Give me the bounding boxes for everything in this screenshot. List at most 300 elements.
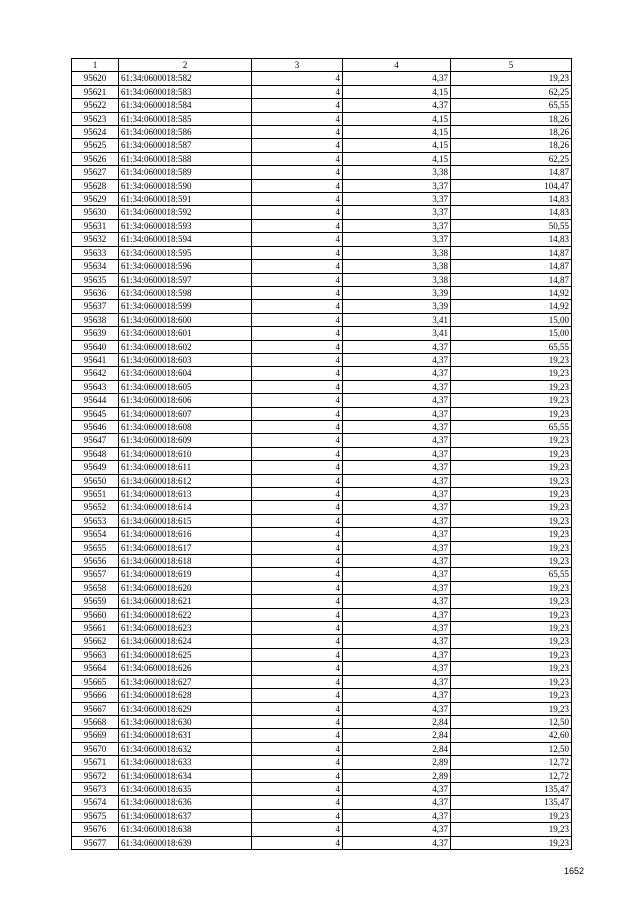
- table-row: [72, 260, 572, 273]
- table-row: [72, 608, 572, 621]
- column-5-cell: 19,23: [451, 581, 572, 594]
- column-4-cell: 4,37: [343, 555, 451, 568]
- column-4-cell: 2,89: [343, 756, 451, 769]
- column-3-cell: 4: [252, 715, 343, 728]
- column-4-cell: 3,41: [343, 313, 451, 326]
- row-number-cell: 95628: [72, 179, 119, 192]
- row-number-cell: 95623: [72, 112, 119, 125]
- column-4-cell: 4,37: [343, 662, 451, 675]
- row-number-cell: 95620: [72, 72, 119, 85]
- cadastral-number-cell: 61:34:0600018:629: [119, 702, 252, 715]
- row-number-cell: 95631: [72, 219, 119, 232]
- cadastral-number-cell: 61:34:0600018:619: [119, 568, 252, 581]
- cadastral-number-cell: 61:34:0600018:635: [119, 782, 252, 795]
- column-5-cell: 19,23: [451, 528, 572, 541]
- table-row: [72, 434, 572, 447]
- column-3-cell: 4: [252, 514, 343, 527]
- row-number-cell: 95646: [72, 420, 119, 433]
- row-number-cell: 95664: [72, 662, 119, 675]
- column-5-cell: 14,92: [451, 300, 572, 313]
- column-4-cell: 4,37: [343, 541, 451, 554]
- column-3-cell: 4: [252, 608, 343, 621]
- table-row: [72, 581, 572, 594]
- row-number-cell: 95635: [72, 273, 119, 286]
- table-row: [72, 715, 572, 728]
- column-4-cell: 4,37: [343, 474, 451, 487]
- column-4-cell: 4,37: [343, 488, 451, 501]
- cadastral-number-cell: 61:34:0600018:590: [119, 179, 252, 192]
- row-number-cell: 95633: [72, 246, 119, 259]
- column-3-cell: 4: [252, 139, 343, 152]
- cadastral-number-cell: 61:34:0600018:637: [119, 809, 252, 822]
- column-4-cell: 4,37: [343, 581, 451, 594]
- row-number-cell: 95647: [72, 434, 119, 447]
- cadastral-number-cell: 61:34:0600018:618: [119, 555, 252, 568]
- row-number-cell: 95630: [72, 206, 119, 219]
- column-3-cell: 4: [252, 340, 343, 353]
- column-5-cell: 65,55: [451, 420, 572, 433]
- column-4-cell: 4,37: [343, 595, 451, 608]
- table-row: [72, 126, 572, 139]
- column-5-cell: 19,23: [451, 702, 572, 715]
- column-4-cell: 4,37: [343, 648, 451, 661]
- column-5-cell: 65,55: [451, 340, 572, 353]
- column-5-cell: 65,55: [451, 568, 572, 581]
- cadastral-number-cell: 61:34:0600018:623: [119, 622, 252, 635]
- column-4-cell: 4,37: [343, 622, 451, 635]
- row-number-cell: 95674: [72, 796, 119, 809]
- table-row: [72, 327, 572, 340]
- column-3-cell: 4: [252, 367, 343, 380]
- table-row: [72, 702, 572, 715]
- row-number-cell: 95673: [72, 782, 119, 795]
- table-row: [72, 233, 572, 246]
- cadastral-number-cell: 61:34:0600018:600: [119, 313, 252, 326]
- table-row: [72, 152, 572, 165]
- cadastral-number-cell: 61:34:0600018:606: [119, 394, 252, 407]
- column-5-cell: 42,60: [451, 729, 572, 742]
- column-5-cell: 19,23: [451, 635, 572, 648]
- row-number-cell: 95660: [72, 608, 119, 621]
- column-5-cell: 12,50: [451, 715, 572, 728]
- column-5-cell: 19,23: [451, 474, 572, 487]
- column-4-cell: 3,37: [343, 219, 451, 232]
- table-row: [72, 179, 572, 192]
- cadastral-number-cell: 61:34:0600018:616: [119, 528, 252, 541]
- column-5-cell: 14,83: [451, 233, 572, 246]
- table-body: [72, 72, 572, 850]
- table-row: [72, 675, 572, 688]
- column-3-cell: 4: [252, 219, 343, 232]
- column-3-cell: 4: [252, 112, 343, 125]
- row-number-cell: 95636: [72, 286, 119, 299]
- column-4-cell: 4,37: [343, 340, 451, 353]
- column-5-cell: 18,26: [451, 139, 572, 152]
- table-row: [72, 528, 572, 541]
- table-row: [72, 447, 572, 460]
- column-5-cell: 19,23: [451, 689, 572, 702]
- table-row: [72, 662, 572, 675]
- row-number-cell: 95624: [72, 126, 119, 139]
- row-number-cell: 95638: [72, 313, 119, 326]
- column-5-cell: 15,00: [451, 313, 572, 326]
- column-3-cell: 4: [252, 300, 343, 313]
- column-3-cell: 4: [252, 99, 343, 112]
- column-5-cell: 19,23: [451, 447, 572, 460]
- column-3-cell: 4: [252, 595, 343, 608]
- column-4-cell: 4,37: [343, 675, 451, 688]
- table-row: [72, 541, 572, 554]
- column-5-cell: 14,83: [451, 206, 572, 219]
- row-number-cell: 95670: [72, 742, 119, 755]
- table-row: [72, 635, 572, 648]
- table-row: [72, 193, 572, 206]
- table-row: [72, 340, 572, 353]
- column-3-cell: 4: [252, 407, 343, 420]
- column-4-cell: 3,41: [343, 327, 451, 340]
- column-5-cell: 19,23: [451, 367, 572, 380]
- table-row: [72, 555, 572, 568]
- column-5-cell: 14,87: [451, 260, 572, 273]
- column-5-cell: 19,23: [451, 501, 572, 514]
- register-table: [71, 58, 572, 850]
- column-5-cell: 14,87: [451, 246, 572, 259]
- column-5-cell: 50,55: [451, 219, 572, 232]
- cadastral-number-cell: 61:34:0600018:624: [119, 635, 252, 648]
- column-4-cell: 4,37: [343, 367, 451, 380]
- column-3-cell: 4: [252, 648, 343, 661]
- column-4-cell: 4,37: [343, 809, 451, 822]
- column-5-cell: 14,87: [451, 166, 572, 179]
- cadastral-number-cell: 61:34:0600018:638: [119, 823, 252, 836]
- cadastral-number-cell: 61:34:0600018:586: [119, 126, 252, 139]
- cadastral-number-cell: 61:34:0600018:587: [119, 139, 252, 152]
- column-5-cell: 65,55: [451, 99, 572, 112]
- column-4-cell: 3,37: [343, 179, 451, 192]
- row-number-cell: 95677: [72, 836, 119, 849]
- column-5-cell: 19,23: [451, 380, 572, 393]
- table-row: [72, 488, 572, 501]
- column-3-cell: 4: [252, 729, 343, 742]
- cadastral-number-cell: 61:34:0600018:630: [119, 715, 252, 728]
- column-3-cell: 4: [252, 528, 343, 541]
- column-4-cell: 4,37: [343, 420, 451, 433]
- row-number-cell: 95640: [72, 340, 119, 353]
- cadastral-number-cell: 61:34:0600018:613: [119, 488, 252, 501]
- column-4-cell: 3,38: [343, 260, 451, 273]
- column-5-cell: 19,23: [451, 434, 572, 447]
- row-number-cell: 95659: [72, 595, 119, 608]
- row-number-cell: 95648: [72, 447, 119, 460]
- cadastral-number-cell: 61:34:0600018:636: [119, 796, 252, 809]
- column-3-cell: 4: [252, 742, 343, 755]
- table-row: [72, 568, 572, 581]
- column-5-cell: 15,00: [451, 327, 572, 340]
- column-4-cell: 4,37: [343, 407, 451, 420]
- column-5-cell: 18,26: [451, 112, 572, 125]
- column-3-cell: 4: [252, 166, 343, 179]
- column-5-cell: 14,83: [451, 193, 572, 206]
- row-number-cell: 95652: [72, 501, 119, 514]
- row-number-cell: 95644: [72, 394, 119, 407]
- column-3-cell: 4: [252, 488, 343, 501]
- table-row: [72, 99, 572, 112]
- cadastral-number-cell: 61:34:0600018:601: [119, 327, 252, 340]
- row-number-cell: 95637: [72, 300, 119, 313]
- table-row: [72, 367, 572, 380]
- column-3-cell: 4: [252, 541, 343, 554]
- cadastral-number-cell: 61:34:0600018:591: [119, 193, 252, 206]
- cadastral-number-cell: 61:34:0600018:628: [119, 689, 252, 702]
- column-4-cell: 2,89: [343, 769, 451, 782]
- row-number-cell: 95625: [72, 139, 119, 152]
- column-4-cell: 3,37: [343, 193, 451, 206]
- column-3-cell: 4: [252, 702, 343, 715]
- row-number-cell: 95663: [72, 648, 119, 661]
- column-3-cell: 4: [252, 782, 343, 795]
- column-3-cell: 4: [252, 675, 343, 688]
- column-4-cell: 4,15: [343, 85, 451, 98]
- column-3-cell: 4: [252, 809, 343, 822]
- cadastral-number-cell: 61:34:0600018:597: [119, 273, 252, 286]
- column-4-cell: 4,37: [343, 823, 451, 836]
- column-5-cell: 62,25: [451, 85, 572, 98]
- cadastral-number-cell: 61:34:0600018:627: [119, 675, 252, 688]
- column-4-cell: 4,37: [343, 568, 451, 581]
- column-4-cell: 4,37: [343, 72, 451, 85]
- column-5-cell: 19,23: [451, 648, 572, 661]
- cadastral-number-cell: 61:34:0600018:594: [119, 233, 252, 246]
- cadastral-number-cell: 61:34:0600018:596: [119, 260, 252, 273]
- table-row: [72, 112, 572, 125]
- row-number-cell: 95676: [72, 823, 119, 836]
- row-number-cell: 95634: [72, 260, 119, 273]
- row-number-cell: 95658: [72, 581, 119, 594]
- column-4-cell: 4,37: [343, 447, 451, 460]
- column-3-cell: 4: [252, 420, 343, 433]
- table-row: [72, 219, 572, 232]
- table-row: [72, 514, 572, 527]
- column-4-cell: 2,84: [343, 729, 451, 742]
- column-3-cell: 4: [252, 434, 343, 447]
- table-row: [72, 72, 572, 85]
- cadastral-number-cell: 61:34:0600018:592: [119, 206, 252, 219]
- cadastral-number-cell: 61:34:0600018:632: [119, 742, 252, 755]
- column-3-cell: 4: [252, 353, 343, 366]
- cadastral-number-cell: 61:34:0600018:625: [119, 648, 252, 661]
- row-number-cell: 95649: [72, 461, 119, 474]
- column-5-cell: 19,23: [451, 622, 572, 635]
- table-row: [72, 756, 572, 769]
- table-row: [72, 313, 572, 326]
- column-5-cell: 19,23: [451, 461, 572, 474]
- column-4-cell: 3,37: [343, 233, 451, 246]
- column-5-cell: 19,23: [451, 823, 572, 836]
- column-3-cell: 4: [252, 756, 343, 769]
- table-row: [72, 407, 572, 420]
- column-5-cell: 19,23: [451, 608, 572, 621]
- cadastral-number-cell: 61:34:0600018:603: [119, 353, 252, 366]
- column-5-cell: 19,23: [451, 72, 572, 85]
- column-3-cell: 4: [252, 501, 343, 514]
- column-4-cell: 4,37: [343, 514, 451, 527]
- column-5-cell: 18,26: [451, 126, 572, 139]
- column-3-cell: 4: [252, 622, 343, 635]
- column-5-cell: 19,23: [451, 488, 572, 501]
- cadastral-number-cell: 61:34:0600018:634: [119, 769, 252, 782]
- column-3-cell: 4: [252, 555, 343, 568]
- column-3-cell: 4: [252, 635, 343, 648]
- column-4-cell: 4,37: [343, 394, 451, 407]
- row-number-cell: 95639: [72, 327, 119, 340]
- column-4-cell: 4,37: [343, 528, 451, 541]
- column-3-cell: 4: [252, 260, 343, 273]
- column-4-cell: 4,37: [343, 461, 451, 474]
- row-number-cell: 95642: [72, 367, 119, 380]
- column-header-1: 1: [72, 59, 119, 72]
- column-3-cell: 4: [252, 836, 343, 849]
- table-row: [72, 139, 572, 152]
- column-3-cell: 4: [252, 126, 343, 139]
- column-3-cell: 4: [252, 206, 343, 219]
- cadastral-number-cell: 61:34:0600018:633: [119, 756, 252, 769]
- column-5-cell: 19,23: [451, 541, 572, 554]
- table-row: [72, 742, 572, 755]
- table-row: [72, 286, 572, 299]
- cadastral-number-cell: 61:34:0600018:589: [119, 166, 252, 179]
- column-3-cell: 4: [252, 394, 343, 407]
- column-4-cell: 2,84: [343, 742, 451, 755]
- column-3-cell: 4: [252, 474, 343, 487]
- row-number-cell: 95629: [72, 193, 119, 206]
- row-number-cell: 95654: [72, 528, 119, 541]
- column-4-cell: 4,37: [343, 836, 451, 849]
- row-number-cell: 95632: [72, 233, 119, 246]
- table-row: [72, 823, 572, 836]
- column-3-cell: 4: [252, 380, 343, 393]
- column-5-cell: 19,23: [451, 662, 572, 675]
- column-5-cell: 12,50: [451, 742, 572, 755]
- column-3-cell: 4: [252, 286, 343, 299]
- cadastral-number-cell: 61:34:0600018:607: [119, 407, 252, 420]
- row-number-cell: 95668: [72, 715, 119, 728]
- column-4-cell: 4,37: [343, 796, 451, 809]
- row-number-cell: 95666: [72, 689, 119, 702]
- column-4-cell: 4,37: [343, 782, 451, 795]
- cadastral-number-cell: 61:34:0600018:583: [119, 85, 252, 98]
- column-4-cell: 3,37: [343, 206, 451, 219]
- column-5-cell: 62,25: [451, 152, 572, 165]
- table-row: [72, 420, 572, 433]
- row-number-cell: 95672: [72, 769, 119, 782]
- column-5-cell: 14,87: [451, 273, 572, 286]
- column-4-cell: 4,37: [343, 434, 451, 447]
- table-row: [72, 769, 572, 782]
- column-5-cell: 19,23: [451, 407, 572, 420]
- column-4-cell: 4,37: [343, 702, 451, 715]
- column-4-cell: 3,38: [343, 246, 451, 259]
- column-3-cell: 4: [252, 179, 343, 192]
- table-row: [72, 689, 572, 702]
- column-4-cell: 4,37: [343, 635, 451, 648]
- cadastral-number-cell: 61:34:0600018:598: [119, 286, 252, 299]
- table-row: [72, 166, 572, 179]
- row-number-cell: 95626: [72, 152, 119, 165]
- column-5-cell: 104,47: [451, 179, 572, 192]
- column-header-4: 4: [343, 59, 451, 72]
- row-number-cell: 95622: [72, 99, 119, 112]
- cadastral-number-cell: 61:34:0600018:610: [119, 447, 252, 460]
- cadastral-number-cell: 61:34:0600018:626: [119, 662, 252, 675]
- row-number-cell: 95651: [72, 488, 119, 501]
- column-5-cell: 19,23: [451, 394, 572, 407]
- table-row: [72, 300, 572, 313]
- column-3-cell: 4: [252, 769, 343, 782]
- column-4-cell: 4,37: [343, 689, 451, 702]
- cadastral-number-cell: 61:34:0600018:612: [119, 474, 252, 487]
- column-5-cell: 19,23: [451, 675, 572, 688]
- column-5-cell: 12,72: [451, 756, 572, 769]
- column-3-cell: 4: [252, 313, 343, 326]
- column-5-cell: 12,72: [451, 769, 572, 782]
- row-number-cell: 95665: [72, 675, 119, 688]
- row-number-cell: 95661: [72, 622, 119, 635]
- column-header-5: 5: [451, 59, 572, 72]
- column-5-cell: 135,47: [451, 796, 572, 809]
- cadastral-number-cell: 61:34:0600018:620: [119, 581, 252, 594]
- column-3-cell: 4: [252, 72, 343, 85]
- cadastral-number-cell: 61:34:0600018:584: [119, 99, 252, 112]
- column-5-cell: 19,23: [451, 353, 572, 366]
- table-row: [72, 246, 572, 259]
- cadastral-number-cell: 61:34:0600018:593: [119, 219, 252, 232]
- column-3-cell: 4: [252, 581, 343, 594]
- column-4-cell: 4,37: [343, 608, 451, 621]
- table-row: [72, 394, 572, 407]
- table-row: [72, 501, 572, 514]
- column-3-cell: 4: [252, 823, 343, 836]
- table-header: [72, 59, 572, 72]
- cadastral-number-cell: 61:34:0600018:605: [119, 380, 252, 393]
- column-4-cell: 3,38: [343, 273, 451, 286]
- cadastral-number-cell: 61:34:0600018:631: [119, 729, 252, 742]
- column-3-cell: 4: [252, 662, 343, 675]
- cadastral-number-cell: 61:34:0600018:611: [119, 461, 252, 474]
- row-number-cell: 95669: [72, 729, 119, 742]
- cadastral-number-cell: 61:34:0600018:614: [119, 501, 252, 514]
- column-3-cell: 4: [252, 689, 343, 702]
- row-number-cell: 95643: [72, 380, 119, 393]
- column-header-3: 3: [252, 59, 343, 72]
- column-3-cell: 4: [252, 273, 343, 286]
- row-number-cell: 95650: [72, 474, 119, 487]
- column-5-cell: 19,23: [451, 836, 572, 849]
- row-number-cell: 95656: [72, 555, 119, 568]
- column-4-cell: 4,15: [343, 139, 451, 152]
- row-number-cell: 95675: [72, 809, 119, 822]
- table-row: [72, 836, 572, 849]
- cadastral-number-cell: 61:34:0600018:622: [119, 608, 252, 621]
- column-5-cell: 19,23: [451, 595, 572, 608]
- table-row: [72, 648, 572, 661]
- column-3-cell: 4: [252, 85, 343, 98]
- table-row: [72, 380, 572, 393]
- header-row: [72, 59, 572, 72]
- column-5-cell: 19,23: [451, 514, 572, 527]
- cadastral-number-cell: 61:34:0600018:621: [119, 595, 252, 608]
- column-4-cell: 4,37: [343, 99, 451, 112]
- column-4-cell: 4,37: [343, 501, 451, 514]
